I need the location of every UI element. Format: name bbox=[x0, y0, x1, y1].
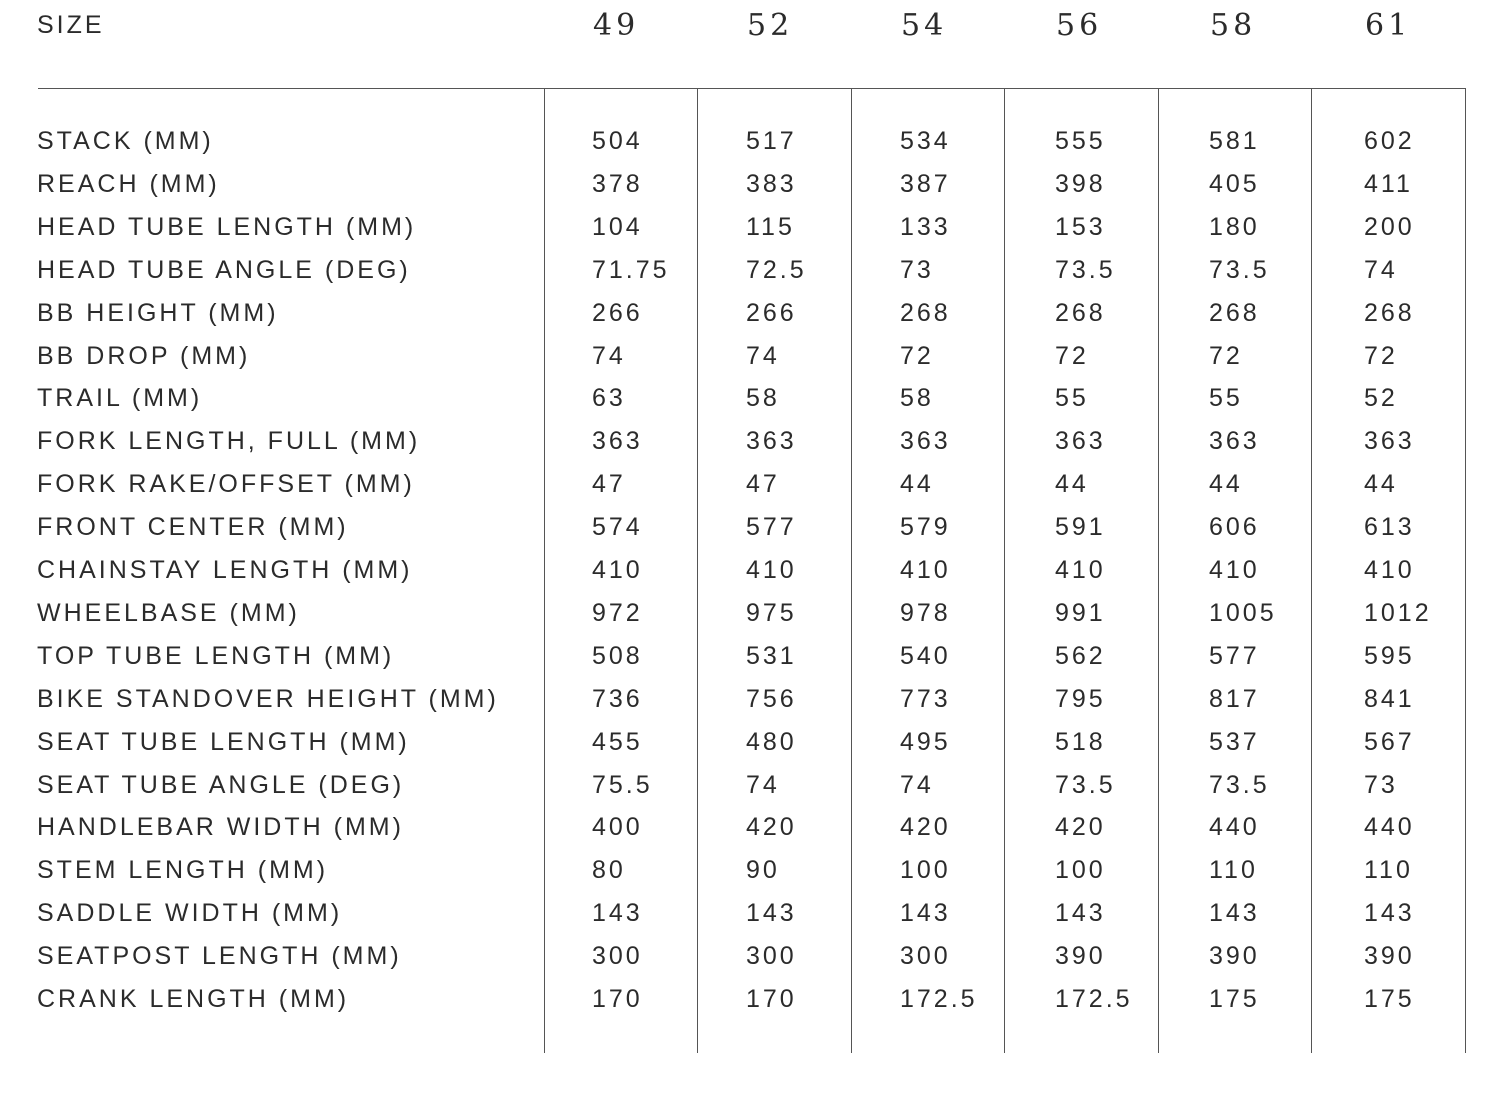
size-header-54: 54 bbox=[901, 8, 948, 43]
column-divider bbox=[851, 88, 852, 1053]
column-divider bbox=[1465, 88, 1466, 1053]
table-cell: 1012 bbox=[1364, 599, 1432, 627]
table-cell: 577 bbox=[746, 513, 797, 541]
column-divider bbox=[544, 88, 545, 1053]
header-divider bbox=[38, 88, 1466, 89]
row-label: SEATPOST LENGTH (MM) bbox=[37, 942, 402, 970]
table-cell: 581 bbox=[1209, 127, 1260, 155]
table-cell: 405 bbox=[1209, 170, 1260, 198]
table-cell: 73.5 bbox=[1209, 256, 1270, 284]
table-cell: 795 bbox=[1055, 685, 1106, 713]
table-cell: 58 bbox=[746, 384, 780, 412]
table-cell: 80 bbox=[592, 856, 626, 884]
table-cell: 58 bbox=[900, 384, 934, 412]
table-cell: 300 bbox=[592, 942, 643, 970]
table-cell: 110 bbox=[1209, 856, 1258, 884]
table-cell: 420 bbox=[900, 813, 951, 841]
table-cell: 390 bbox=[1055, 942, 1106, 970]
table-cell: 420 bbox=[1055, 813, 1106, 841]
table-cell: 613 bbox=[1364, 513, 1415, 541]
table-cell: 504 bbox=[592, 127, 643, 155]
table-cell: 410 bbox=[1209, 556, 1260, 584]
table-cell: 420 bbox=[746, 813, 797, 841]
table-cell: 74 bbox=[746, 771, 780, 799]
row-label: BIKE STANDOVER HEIGHT (MM) bbox=[37, 685, 499, 713]
row-label: SEAT TUBE ANGLE (DEG) bbox=[37, 771, 405, 799]
table-cell: 172.5 bbox=[1055, 985, 1133, 1013]
table-cell: 300 bbox=[746, 942, 797, 970]
table-cell: 363 bbox=[592, 427, 643, 455]
row-label: SEAT TUBE LENGTH (MM) bbox=[37, 728, 410, 756]
table-cell: 172.5 bbox=[900, 985, 978, 1013]
table-cell: 55 bbox=[1055, 384, 1089, 412]
row-label: TOP TUBE LENGTH (MM) bbox=[37, 642, 395, 670]
table-cell: 579 bbox=[900, 513, 951, 541]
table-cell: 71.75 bbox=[592, 256, 670, 284]
table-cell: 363 bbox=[746, 427, 797, 455]
table-cell: 143 bbox=[1209, 899, 1260, 927]
table-cell: 104 bbox=[592, 213, 643, 241]
table-cell: 455 bbox=[592, 728, 643, 756]
table-cell: 517 bbox=[746, 127, 797, 155]
column-divider bbox=[697, 88, 698, 1053]
table-cell: 100 bbox=[900, 856, 951, 884]
table-cell: 90 bbox=[746, 856, 780, 884]
table-cell: 268 bbox=[1209, 299, 1260, 327]
table-cell: 440 bbox=[1364, 813, 1415, 841]
row-label: HEAD TUBE ANGLE (DEG) bbox=[37, 256, 411, 284]
table-cell: 72 bbox=[1055, 342, 1089, 370]
table-cell: 44 bbox=[900, 470, 934, 498]
table-cell: 63 bbox=[592, 384, 626, 412]
row-label: HEAD TUBE LENGTH (MM) bbox=[37, 213, 417, 241]
table-cell: 817 bbox=[1209, 685, 1260, 713]
table-cell: 44 bbox=[1209, 470, 1243, 498]
table-cell: 143 bbox=[1055, 899, 1106, 927]
table-cell: 75.5 bbox=[592, 771, 653, 799]
table-cell: 975 bbox=[746, 599, 797, 627]
table-cell: 972 bbox=[592, 599, 643, 627]
table-cell: 363 bbox=[1055, 427, 1106, 455]
table-cell: 74 bbox=[900, 771, 934, 799]
table-cell: 73.5 bbox=[1055, 771, 1116, 799]
table-cell: 143 bbox=[746, 899, 797, 927]
row-label: FRONT CENTER (MM) bbox=[37, 513, 349, 541]
table-cell: 531 bbox=[746, 642, 797, 670]
table-cell: 841 bbox=[1364, 685, 1415, 713]
row-label: WHEELBASE (MM) bbox=[37, 599, 300, 627]
table-cell: 534 bbox=[900, 127, 951, 155]
table-cell: 47 bbox=[592, 470, 626, 498]
table-cell: 567 bbox=[1364, 728, 1415, 756]
row-label: FORK RAKE/OFFSET (MM) bbox=[37, 470, 415, 498]
size-header-52: 52 bbox=[747, 8, 794, 43]
table-cell: 44 bbox=[1364, 470, 1398, 498]
table-cell: 591 bbox=[1055, 513, 1106, 541]
table-cell: 74 bbox=[746, 342, 780, 370]
table-cell: 378 bbox=[592, 170, 643, 198]
table-cell: 410 bbox=[1364, 556, 1415, 584]
table-cell: 133 bbox=[900, 213, 951, 241]
table-cell: 363 bbox=[900, 427, 951, 455]
row-label: STACK (MM) bbox=[37, 127, 214, 155]
table-cell: 440 bbox=[1209, 813, 1260, 841]
table-cell: 495 bbox=[900, 728, 951, 756]
table-cell: 410 bbox=[1055, 556, 1106, 584]
table-cell: 1005 bbox=[1209, 599, 1277, 627]
table-cell: 170 bbox=[746, 985, 797, 1013]
table-cell: 383 bbox=[746, 170, 797, 198]
table-cell: 72.5 bbox=[746, 256, 807, 284]
table-cell: 44 bbox=[1055, 470, 1089, 498]
table-cell: 268 bbox=[1364, 299, 1415, 327]
table-cell: 390 bbox=[1209, 942, 1260, 970]
column-divider bbox=[1158, 88, 1159, 1053]
table-cell: 555 bbox=[1055, 127, 1106, 155]
table-cell: 175 bbox=[1364, 985, 1415, 1013]
table-cell: 73 bbox=[900, 256, 934, 284]
table-cell: 74 bbox=[1364, 256, 1398, 284]
size-header-58: 58 bbox=[1210, 8, 1257, 43]
size-header-61: 61 bbox=[1365, 8, 1412, 43]
row-label: REACH (MM) bbox=[37, 170, 220, 198]
row-label: FORK LENGTH, FULL (MM) bbox=[37, 427, 421, 455]
table-cell: 400 bbox=[592, 813, 643, 841]
table-cell: 143 bbox=[900, 899, 951, 927]
table-cell: 411 bbox=[1364, 170, 1413, 198]
table-cell: 300 bbox=[900, 942, 951, 970]
table-cell: 153 bbox=[1055, 213, 1106, 241]
table-cell: 266 bbox=[746, 299, 797, 327]
table-cell: 736 bbox=[592, 685, 643, 713]
row-label: STEM LENGTH (MM) bbox=[37, 856, 329, 884]
table-cell: 74 bbox=[592, 342, 626, 370]
table-cell: 363 bbox=[1209, 427, 1260, 455]
table-cell: 47 bbox=[746, 470, 780, 498]
row-label: CRANK LENGTH (MM) bbox=[37, 985, 350, 1013]
table-cell: 363 bbox=[1364, 427, 1415, 455]
table-cell: 266 bbox=[592, 299, 643, 327]
table-cell: 170 bbox=[592, 985, 643, 1013]
size-header-56: 56 bbox=[1056, 8, 1103, 43]
table-cell: 602 bbox=[1364, 127, 1415, 155]
table-cell: 72 bbox=[1364, 342, 1398, 370]
row-label: TRAIL (MM) bbox=[37, 384, 203, 412]
size-header-49: 49 bbox=[593, 8, 640, 43]
table-cell: 175 bbox=[1209, 985, 1260, 1013]
table-cell: 72 bbox=[1209, 342, 1243, 370]
table-cell: 387 bbox=[900, 170, 951, 198]
row-label: BB DROP (MM) bbox=[37, 342, 251, 370]
table-cell: 518 bbox=[1055, 728, 1106, 756]
table-cell: 110 bbox=[1364, 856, 1413, 884]
row-label: CHAINSTAY LENGTH (MM) bbox=[37, 556, 413, 584]
table-cell: 52 bbox=[1364, 384, 1398, 412]
table-cell: 991 bbox=[1055, 599, 1106, 627]
table-cell: 410 bbox=[592, 556, 643, 584]
table-cell: 100 bbox=[1055, 856, 1106, 884]
table-cell: 143 bbox=[1364, 899, 1415, 927]
table-cell: 606 bbox=[1209, 513, 1260, 541]
table-cell: 398 bbox=[1055, 170, 1106, 198]
table-cell: 268 bbox=[1055, 299, 1106, 327]
table-cell: 574 bbox=[592, 513, 643, 541]
row-label: SADDLE WIDTH (MM) bbox=[37, 899, 343, 927]
table-cell: 200 bbox=[1364, 213, 1415, 241]
table-cell: 72 bbox=[900, 342, 934, 370]
table-cell: 577 bbox=[1209, 642, 1260, 670]
table-cell: 508 bbox=[592, 642, 643, 670]
table-cell: 540 bbox=[900, 642, 951, 670]
row-label: BB HEIGHT (MM) bbox=[37, 299, 279, 327]
table-cell: 562 bbox=[1055, 642, 1106, 670]
column-divider bbox=[1004, 88, 1005, 1053]
table-cell: 410 bbox=[900, 556, 951, 584]
table-cell: 978 bbox=[900, 599, 951, 627]
table-cell: 773 bbox=[900, 685, 951, 713]
table-cell: 73.5 bbox=[1055, 256, 1116, 284]
table-cell: 410 bbox=[746, 556, 797, 584]
table-cell: 268 bbox=[900, 299, 951, 327]
table-cell: 55 bbox=[1209, 384, 1243, 412]
table-cell: 390 bbox=[1364, 942, 1415, 970]
table-cell: 143 bbox=[592, 899, 643, 927]
column-divider bbox=[1311, 88, 1312, 1053]
table-cell: 73 bbox=[1364, 771, 1398, 799]
table-cell: 180 bbox=[1209, 213, 1260, 241]
table-cell: 73.5 bbox=[1209, 771, 1270, 799]
table-cell: 595 bbox=[1364, 642, 1415, 670]
table-cell: 115 bbox=[746, 213, 795, 241]
table-cell: 480 bbox=[746, 728, 797, 756]
table-cell: 756 bbox=[746, 685, 797, 713]
row-label: HANDLEBAR WIDTH (MM) bbox=[37, 813, 404, 841]
table-cell: 537 bbox=[1209, 728, 1260, 756]
size-header-label: SIZE bbox=[37, 11, 105, 39]
